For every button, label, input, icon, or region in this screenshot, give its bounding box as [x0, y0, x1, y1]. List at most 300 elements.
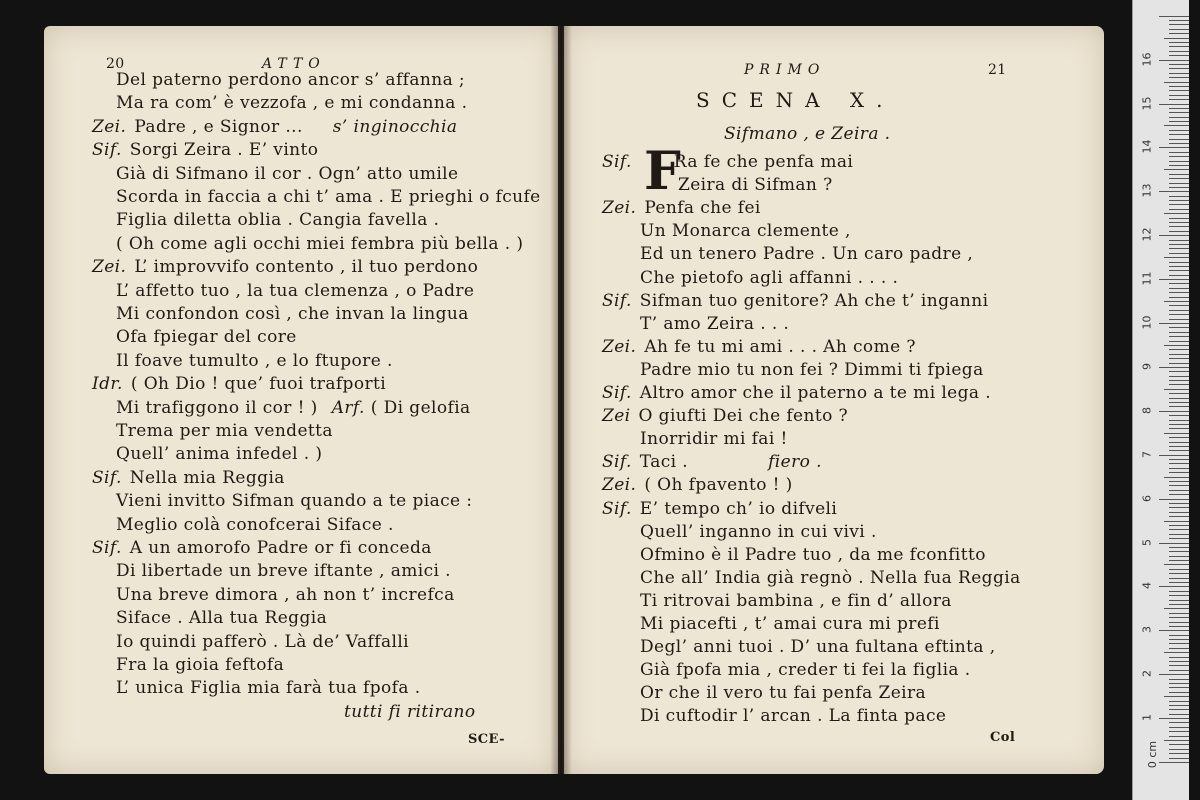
ruler-tick	[1169, 393, 1189, 394]
ruler-tick	[1164, 477, 1189, 478]
ruler-number: 13	[1140, 183, 1154, 198]
ruler-tick	[1169, 358, 1189, 359]
verse-line	[116, 655, 284, 675]
ruler-tick	[1164, 38, 1189, 39]
verse-line	[640, 706, 946, 726]
ruler-number: 6	[1140, 494, 1154, 502]
verse-line	[640, 568, 1021, 588]
verse-line	[602, 152, 853, 172]
verse-text: Degl’ anni tuoi . D’ una fultana eftinta ,	[640, 637, 996, 658]
verse-text: Quell’ inganno in cui vivi .	[640, 521, 877, 542]
ruler-tick	[1164, 213, 1189, 214]
ruler-tick	[1164, 125, 1189, 126]
ruler-tick	[1169, 578, 1189, 579]
ruler-tick	[1169, 736, 1189, 737]
verse-line	[640, 660, 971, 680]
ruler-tick	[1169, 363, 1189, 364]
ruler-tick	[1169, 240, 1189, 241]
verse-line	[116, 421, 333, 441]
ruler-number: 11	[1140, 271, 1154, 286]
scene-characters: Sifmano , e Zeira .	[724, 124, 891, 144]
ruler-tick	[1169, 183, 1189, 184]
ruler-tick	[1169, 481, 1189, 482]
ruler-tick	[1159, 104, 1189, 105]
verse-text: Del paterno perdono ancor s’ affanna ;	[116, 70, 466, 90]
verse-line	[116, 70, 465, 90]
verse-text: Nella mia Reggia	[129, 467, 285, 488]
ruler-tick	[1159, 367, 1189, 368]
verse-text: Il foave tumulto , e lo ftupore .	[116, 350, 393, 371]
stage-direction: tutti fi ritirano	[344, 701, 476, 722]
verse-text: ( Oh Dio ! que’ fuoi trafporti	[130, 374, 387, 395]
verse-text: Inorridir mi fai !	[640, 429, 788, 450]
ruler-tick	[1169, 196, 1189, 197]
verse-line	[640, 591, 952, 611]
verse-text: ( Oh fpavento ! )	[644, 475, 793, 496]
ruler-tick	[1169, 371, 1189, 372]
ruler-tick	[1169, 204, 1189, 205]
verse-line	[116, 281, 474, 301]
ruler-tick	[1159, 60, 1189, 61]
ruler-tick	[1169, 187, 1189, 188]
ruler-tick	[1169, 200, 1189, 201]
verse-line	[640, 360, 984, 380]
speaker-label: Zei.	[92, 257, 127, 278]
running-head: PRIMO	[744, 62, 826, 78]
drop-cap: F	[644, 141, 681, 202]
ruler-tick	[1169, 661, 1189, 662]
ruler-tick	[1159, 499, 1189, 500]
verse-line	[116, 608, 327, 628]
ruler-tick	[1159, 630, 1189, 631]
speaker-label: Zei	[602, 406, 631, 427]
ruler-number: 16	[1140, 52, 1154, 67]
ruler-tick	[1169, 174, 1189, 175]
ruler-tick	[1169, 468, 1189, 469]
verse-text: Che all’ India già regnò . Nella fua Reggia	[640, 567, 1021, 588]
ruler-tick	[1169, 714, 1189, 715]
ruler-tick	[1169, 288, 1189, 289]
verse-line	[116, 304, 469, 324]
verse-text: Di cuftodir l’ arcan . La finta pace	[640, 706, 947, 727]
ruler-tick	[1169, 46, 1189, 47]
ruler-tick	[1169, 406, 1189, 407]
ruler-tick	[1164, 389, 1189, 390]
verse-text: ( Di gelofia	[370, 397, 471, 418]
verse-line	[640, 683, 926, 703]
ruler-tick	[1169, 503, 1189, 504]
verse-text: Altro amor che il paterno a te mi lega .	[639, 383, 992, 403]
verse-text: Padre , e Signor ...	[134, 116, 303, 137]
verse-text: Già fpofa mia , creder ti fei la figlia .	[640, 660, 971, 681]
measurement-ruler	[1132, 0, 1189, 800]
verse-text: Ma ra com’ è vezzofa , e mi condanna .	[116, 93, 468, 114]
verse-text: Penfa che fei	[644, 198, 761, 219]
ruler-tick	[1169, 99, 1189, 100]
verse-text: Or che il vero tu fai penfa Zeira	[640, 683, 927, 704]
ruler-tick	[1169, 744, 1189, 745]
ruler-tick	[1169, 643, 1189, 644]
ruler-tick	[1169, 253, 1189, 254]
stage-direction: s’ inginocchia	[332, 116, 458, 137]
ruler-number: 12	[1140, 227, 1154, 242]
ruler-tick	[1169, 336, 1189, 337]
ruler-tick	[1169, 701, 1189, 702]
verse-line	[116, 187, 541, 207]
ruler-tick	[1169, 305, 1189, 306]
ruler-tick	[1169, 165, 1189, 166]
verse-line	[602, 406, 848, 426]
ruler-tick	[1169, 604, 1189, 605]
ruler-tick	[1169, 283, 1189, 284]
ruler-tick	[1169, 384, 1189, 385]
verse-line	[116, 93, 467, 113]
ruler-tick	[1169, 275, 1189, 276]
ruler-tick	[1169, 112, 1189, 113]
verse-text: Io quindi pafferò . Là de’ Vaffalli	[116, 631, 409, 652]
page-number: 20	[106, 56, 125, 72]
verse-text: T’ amo Zeira . . .	[640, 313, 790, 334]
verse-text: Trema per mia vendetta	[116, 421, 333, 441]
verse-line	[116, 351, 393, 371]
speaker-label: Sif.	[602, 290, 632, 311]
verse-text: Taci .	[639, 452, 689, 473]
verse-line	[602, 198, 761, 218]
verse-line	[640, 545, 986, 565]
ruler-tick	[1169, 639, 1189, 640]
ruler-number: 7	[1140, 450, 1154, 458]
verse-line	[640, 429, 788, 449]
left-page	[44, 26, 558, 774]
verse-text: L’ affetto tuo , la tua clemenza , o Padre	[116, 280, 475, 301]
ruler-tick	[1169, 560, 1189, 561]
verse-text: Ti ritrovai bambina , e fin d’ allora	[640, 590, 952, 611]
verse-line	[92, 257, 478, 277]
book-gutter	[550, 26, 572, 774]
scene-title: SCENA X.	[696, 88, 895, 112]
ruler-tick	[1169, 270, 1189, 271]
ruler-tick	[1159, 147, 1189, 148]
ruler-tick	[1159, 455, 1189, 456]
ruler-tick	[1169, 722, 1189, 723]
verse-line	[602, 499, 837, 519]
ruler-tick	[1169, 595, 1189, 596]
verse-line	[116, 678, 421, 698]
speaker-label: Zei.	[602, 336, 637, 357]
ruler-tick	[1164, 345, 1189, 346]
verse-line	[92, 117, 457, 137]
verse-line	[92, 374, 386, 394]
ruler-tick	[1169, 24, 1189, 25]
ruler-tick	[1164, 652, 1189, 653]
verse-line	[640, 522, 877, 542]
ruler-tick	[1169, 68, 1189, 69]
ruler-tick	[1169, 349, 1189, 350]
ruler-number: 5	[1140, 538, 1154, 546]
ruler-number: 15	[1140, 96, 1154, 110]
verse-text: Zeira di Sifman ?	[678, 175, 833, 196]
ruler-tick	[1169, 42, 1189, 43]
verse-line	[116, 585, 455, 605]
ruler-number: 8	[1140, 406, 1154, 414]
speaker-label: Sif.	[92, 467, 122, 488]
ruler-tick	[1169, 218, 1189, 219]
ruler-tick	[1169, 64, 1189, 65]
ruler-tick	[1169, 121, 1189, 122]
ruler-tick	[1169, 156, 1189, 157]
speaker-label: Zei.	[92, 116, 127, 137]
verse-line	[116, 632, 409, 652]
verse-line	[678, 175, 833, 195]
verse-text: Padre mio tu non fei ? Dimmi ti fpiega	[640, 359, 984, 380]
ruler-tick	[1169, 134, 1189, 135]
ruler-tick	[1169, 692, 1189, 693]
verse-text: Ofmino è il Padre tuo , da me fconfitto	[640, 544, 986, 565]
ruler-tick	[1169, 551, 1189, 552]
speaker-label: Sif.	[92, 140, 122, 161]
ruler-tick	[1169, 679, 1189, 680]
speaker-label: Sif.	[602, 452, 632, 473]
ruler-tick	[1169, 376, 1189, 377]
ruler-tick	[1169, 573, 1189, 574]
ruler-tick	[1159, 16, 1189, 17]
ruler-tick	[1169, 622, 1189, 623]
ruler-number: 14	[1140, 139, 1154, 154]
verse-line	[602, 291, 988, 311]
verse-text: Vieni invitto Sifman quando a te piace :	[116, 491, 473, 512]
speaker-label: Sif.	[602, 498, 632, 519]
ruler-tick	[1169, 648, 1189, 649]
ruler-tick	[1159, 411, 1189, 412]
ruler-tick	[1169, 731, 1189, 732]
verse-line	[116, 210, 439, 230]
verse-line	[116, 327, 297, 347]
ruler-tick	[1169, 516, 1189, 517]
verse-text: Ofa fpiegar del core	[116, 327, 297, 348]
ruler-tick	[1169, 380, 1189, 381]
verse-text: Di libertade un breve iftante , amici .	[116, 561, 451, 582]
verse-line	[640, 614, 940, 634]
ruler-tick	[1159, 718, 1189, 719]
ruler-number: 4	[1140, 582, 1154, 590]
verse-text: Mi trafiggono il cor ! )	[116, 397, 318, 418]
ruler-tick	[1169, 319, 1189, 320]
speaker-label: Sif.	[602, 152, 632, 172]
ruler-tick	[1169, 591, 1189, 592]
verse-line	[116, 444, 322, 464]
ruler-tick	[1169, 117, 1189, 118]
ruler-tick	[1169, 749, 1189, 750]
verse-line	[116, 561, 451, 581]
ruler-tick	[1169, 51, 1189, 52]
verse-text: L’ improvvifo contento , il tuo perdono	[134, 257, 479, 278]
ruler-tick	[1169, 222, 1189, 223]
ruler-tick	[1169, 248, 1189, 249]
speaker-label: Idr.	[92, 374, 123, 395]
ruler-tick	[1169, 582, 1189, 583]
verse-text: E’ tempo ch’ io difveli	[639, 498, 838, 519]
verse-text: Già di Sifmano il cor . Ogn’ atto umile	[116, 163, 459, 184]
ruler-tick	[1169, 55, 1189, 56]
ruler-tick	[1169, 525, 1189, 526]
ruler-tick	[1159, 191, 1189, 192]
ruler-tick	[1159, 674, 1189, 675]
ruler-tick	[1169, 226, 1189, 227]
ruler-tick	[1169, 758, 1189, 759]
ruler-tick	[1169, 507, 1189, 508]
ruler-tick	[1169, 90, 1189, 91]
verse-line	[640, 221, 851, 241]
verse-line	[602, 383, 991, 403]
ruler-tick	[1169, 635, 1189, 636]
ruler-tick	[1169, 437, 1189, 438]
verse-line	[344, 702, 476, 722]
verse-text: Sifman tuo genitore? Ah che t’ inganni	[639, 290, 989, 311]
ruler-tick	[1169, 463, 1189, 464]
verse-text: Mi confondon così , che invan la lingua	[116, 304, 469, 324]
ruler-tick	[1164, 301, 1189, 302]
speaker-label: Zei.	[602, 475, 637, 496]
verse-text: Una breve dimora , ah non t’ increfca	[116, 584, 455, 605]
verse-line	[602, 452, 822, 472]
catchword: SCE-	[468, 732, 505, 747]
ruler-tick	[1169, 613, 1189, 614]
ruler-tick	[1164, 433, 1189, 434]
verse-line	[640, 244, 973, 264]
speaker-label: Sif.	[602, 383, 632, 403]
ruler-number: 10	[1140, 315, 1154, 330]
ruler-tick	[1169, 33, 1189, 34]
open-book	[44, 26, 1104, 778]
catchword: Col	[990, 730, 1016, 745]
verse-line	[116, 164, 459, 184]
ruler-tick	[1169, 244, 1189, 245]
verse-text: Siface . Alla tua Reggia	[116, 608, 328, 629]
ruler-tick	[1169, 547, 1189, 548]
ruler-tick	[1169, 670, 1189, 671]
verse-line	[116, 234, 523, 254]
ruler-tick	[1169, 209, 1189, 210]
ruler-tick	[1159, 235, 1189, 236]
ruler-tick	[1159, 543, 1189, 544]
verse-line	[602, 337, 916, 357]
verse-text: Fra la gioia feftofa	[116, 655, 285, 675]
ruler-tick	[1169, 556, 1189, 557]
verse-line	[116, 398, 471, 418]
speaker-label: Sif.	[92, 538, 122, 558]
ruler-number: 1	[1140, 714, 1154, 722]
ruler-tick	[1169, 108, 1189, 109]
verse-text: Ah fe tu mi ami . . . Ah come ?	[644, 336, 916, 357]
ruler-tick	[1169, 29, 1189, 30]
ruler-number: 3	[1140, 626, 1154, 634]
stage-direction: fiero .	[768, 452, 822, 473]
ruler-tick	[1169, 617, 1189, 618]
page-number: 21	[988, 62, 1007, 78]
ruler-tick	[1169, 753, 1189, 754]
right-page	[564, 26, 1104, 774]
ruler-tick	[1169, 450, 1189, 451]
ruler-tick	[1169, 332, 1189, 333]
ruler-tick	[1164, 740, 1189, 741]
ruler-tick	[1169, 459, 1189, 460]
ruler-tick	[1164, 82, 1189, 83]
ruler-tick	[1169, 402, 1189, 403]
ruler-number: 2	[1140, 670, 1154, 678]
ruler-tick	[1169, 420, 1189, 421]
verse-text: Che pietofo agli affanni . . . .	[640, 267, 899, 288]
ruler-tick	[1169, 534, 1189, 535]
verse-text: Ra fe che penfa mai	[673, 152, 854, 172]
verse-text: Mi piacefti , t’ amai cura mi prefi	[640, 614, 940, 634]
ruler-tick	[1169, 77, 1189, 78]
verse-line	[602, 475, 793, 495]
ruler-tick	[1169, 727, 1189, 728]
ruler-tick	[1169, 143, 1189, 144]
ruler-tick	[1169, 569, 1189, 570]
ruler-tick	[1169, 529, 1189, 530]
verse-text: Meglio colà conofcerai Siface .	[116, 514, 394, 535]
ruler-tick	[1169, 398, 1189, 399]
ruler-tick	[1169, 86, 1189, 87]
verse-text: Un Monarca clemente ,	[640, 221, 851, 242]
speaker-label: Zei.	[602, 198, 637, 219]
ruler-tick	[1169, 490, 1189, 491]
ruler-tick	[1169, 428, 1189, 429]
ruler-tick	[1169, 354, 1189, 355]
ruler-tick	[1169, 687, 1189, 688]
verse-text: Quell’ anima infedel . )	[116, 444, 323, 465]
ruler-tick	[1169, 20, 1189, 21]
ruler-tick	[1169, 310, 1189, 311]
ruler-tick	[1169, 292, 1189, 293]
ruler-tick	[1169, 472, 1189, 473]
ruler-tick	[1159, 762, 1189, 763]
ruler-tick	[1169, 709, 1189, 710]
ruler-tick	[1169, 705, 1189, 706]
ruler-tick	[1169, 178, 1189, 179]
ruler-number: 9	[1140, 362, 1154, 370]
ruler-tick	[1159, 586, 1189, 587]
verse-line	[92, 538, 432, 558]
ruler-tick	[1164, 564, 1189, 565]
ruler-tick	[1169, 442, 1189, 443]
ruler-tick	[1169, 683, 1189, 684]
ruler-tick	[1169, 485, 1189, 486]
ruler-tick	[1164, 169, 1189, 170]
ruler-tick	[1164, 257, 1189, 258]
verse-line	[92, 468, 285, 488]
ruler-tick	[1169, 512, 1189, 513]
ruler-tick	[1169, 130, 1189, 131]
ruler-tick	[1169, 231, 1189, 232]
ruler-tick	[1169, 626, 1189, 627]
verse-text: Figlia diletta oblia . Cangia favella .	[116, 210, 440, 231]
verse-text: A un amorofo Padre or fi conceda	[129, 538, 432, 558]
ruler-tick	[1169, 139, 1189, 140]
verse-line	[640, 268, 898, 288]
verse-text: Scorda in faccia a chi t’ ama . E prieghi o fcufe	[116, 187, 541, 207]
ruler-tick	[1169, 494, 1189, 495]
ruler-tick	[1169, 262, 1189, 263]
ruler-tick	[1159, 279, 1189, 280]
ruler-tick	[1169, 73, 1189, 74]
ruler-tick	[1169, 600, 1189, 601]
ruler-tick	[1164, 696, 1189, 697]
ruler-tick	[1164, 608, 1189, 609]
ruler-tick	[1169, 314, 1189, 315]
verse-text: Ed un tenero Padre . Un caro padre ,	[640, 244, 974, 265]
